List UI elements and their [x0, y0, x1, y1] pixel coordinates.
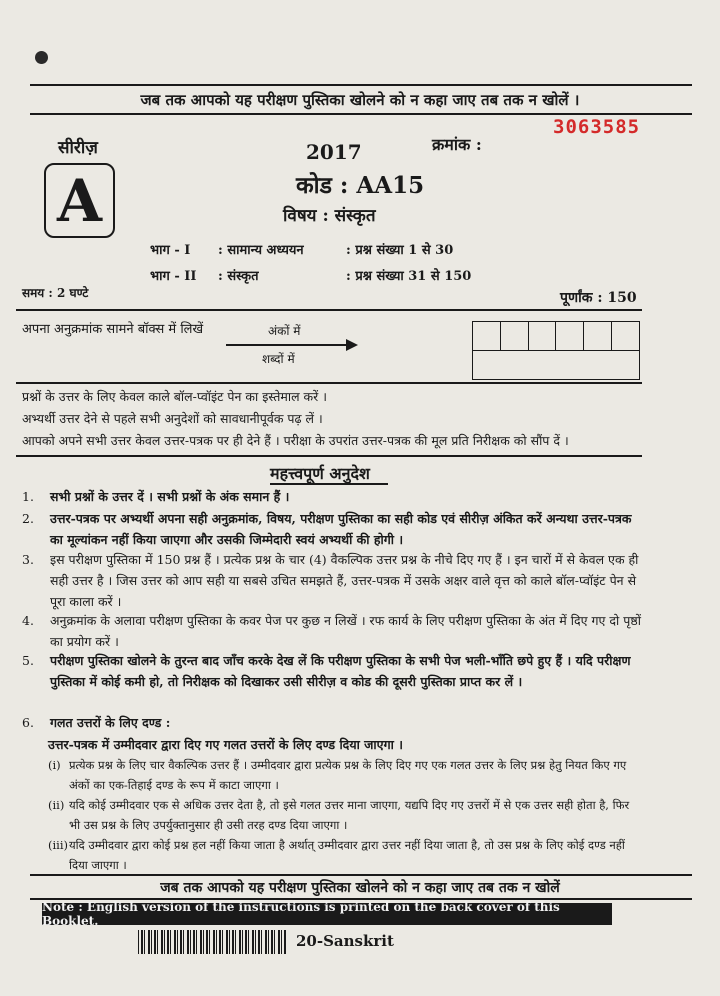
part-2-label: भाग - II — [150, 269, 197, 284]
instruction-number: 3. — [22, 552, 34, 567]
penalty-point-1 — [48, 755, 643, 795]
penalty-point-number: (iii) — [48, 838, 69, 852]
exam-time: समय : 2 घण्टे — [22, 286, 89, 300]
note-line-2: अभ्यर्थी उत्तर देने से पहले सभी अनुदेशों को सावधानीपूर्वक पढ़ लें । — [22, 411, 323, 426]
instruction-text: गलत उत्तरों के लिए दण्ड : — [50, 715, 171, 730]
barcode — [138, 930, 286, 954]
roll-digit-cell — [584, 322, 612, 350]
instruction-1 — [22, 486, 642, 507]
notes-bottom-rule — [16, 455, 642, 457]
title-underline — [270, 483, 388, 485]
roll-digit-cell — [556, 322, 584, 350]
bottom-banner: जब तक आपको यह परीक्षण पुस्तिका खोलने को न कहा जाए तब तक न खोलें — [160, 880, 560, 896]
instruction-text: अनुक्रमांक के अलावा परीक्षण पुस्तिका के कवर पेज पर कुछ न लिखें । रफ कार्य के लिए परीक्षण पुस्तिका के अंत में दिए गए दो पृष्ठों का प्रयोग करें । — [50, 613, 641, 649]
instruction-text: इस परीक्षण पुस्तिका में 150 प्रश्न हैं । प्रत्येक प्रश्न के चार (4) वैकल्पिक उत्तर प्रश्न के नीचे दिए गए हैं । इन चारों में से केवल एक ही सही उत्तर है । जिस उत्तर को आप सही या सबसे उचित समझते हैं, उत्तर-पत्रक में उसके अक्षर वाले वृत्त को काले बॉल-प्वॉइंट पेन से पूरा काला करें । — [50, 552, 639, 609]
full-marks: पूर्णांक : 150 — [560, 290, 637, 306]
booklet-code: कोड : AA15 — [296, 172, 425, 199]
instruction-2 — [22, 508, 642, 550]
instruction-3 — [22, 549, 642, 612]
roll-number-label: अपना अनुक्रमांक सामने बॉक्स में लिखें — [22, 322, 204, 337]
series-label: सीरीज़ — [58, 138, 98, 158]
penalty-heading-text: उत्तर-पत्रक में उम्मीदवार द्वारा दिए गए गलत उत्तरों के लिए दण्ड दिया जाएगा । — [48, 737, 403, 752]
exam-year: 2017 — [306, 140, 362, 164]
instruction-5 — [22, 650, 642, 692]
roll-figures-cells — [473, 322, 639, 351]
arrow-line — [226, 344, 348, 346]
penalty-point-3 — [48, 835, 643, 875]
note-line-3: आपको अपने सभी उत्तर केवल उत्तर-पत्रक पर ही देने हैं । परीक्षा के उपरांत उत्तर-पत्रक की मूल प्रति निरीक्षक को सौंप दें । — [22, 433, 569, 448]
bottom-rule — [30, 874, 692, 876]
kramank-label: क्रमांक : — [432, 135, 482, 154]
instruction-number: 6. — [22, 715, 34, 730]
roll-number-box — [472, 321, 640, 380]
part-1-range: : प्रश्न संख्या 1 से 30 — [346, 243, 454, 258]
punch-hole — [35, 51, 48, 64]
booklet-subject-code: 20-Sanskrit — [296, 932, 394, 950]
series-box — [44, 163, 115, 238]
roll-digit-cell — [529, 322, 557, 350]
penalty-point-text: यदि उम्मीदवार द्वारा कोई प्रश्न हल नहीं किया जाता है अर्थात् उम्मीदवार द्वारा उत्तर नहीं दिया जाता है, तो उस प्रश्न के लिए कोई दण्ड नहीं दिया जाएगा । — [69, 838, 625, 872]
in-figures-label: अंकों में — [268, 324, 301, 338]
roll-digit-cell — [612, 322, 639, 350]
roll-top-rule — [16, 309, 642, 311]
penalty-point-text: यदि कोई उम्मीदवार एक से अधिक उत्तर देता है, तो इसे गलत उत्तर माना जाएगा, यद्यपि दिए गए उत्तरों में से एक उत्तर सही होता है, फिर भी उस प्रश्न के लिए उपर्युक्तानुसार ही उसी तरह दण्ड दिया जाएगा । — [69, 798, 630, 832]
instruction-number: 4. — [22, 613, 34, 628]
instruction-number: 2. — [22, 511, 34, 526]
serial-number: 3063585 — [553, 116, 641, 138]
note-line-1: प्रश्नों के उत्तर के लिए केवल काले बॉल-प्वॉइंट पेन का इस्तेमाल करें । — [22, 389, 327, 404]
series-letter: A — [56, 166, 102, 235]
english-note-bar — [42, 900, 612, 928]
penalty-point-text: प्रत्येक प्रश्न के लिए चार वैकल्पिक उत्तर हैं । उम्मीदवार द्वारा प्रत्येक प्रश्न के लिए दिए गए एक गलत उत्तर के लिए प्रश्न हेतु नियत किए गए अंकों का एक-तिहाई दण्ड के रूप में काटा जाएगा । — [69, 758, 627, 792]
in-words-label: शब्दों में — [262, 352, 295, 366]
part-1-name: : सामान्य अध्ययन — [218, 243, 304, 258]
instruction-text: सभी प्रश्नों के उत्तर दें । सभी प्रश्नों के अंक समान हैं । — [50, 489, 290, 504]
top-banner: जब तक आपको यह परीक्षण पुस्तिका खोलने को न कहा जाए तब तक न खोलें । — [140, 91, 580, 109]
roll-digit-cell — [501, 322, 529, 350]
penalty-point-number: (ii) — [48, 798, 65, 812]
english-note-text: Note : English version of the instructions is printed on the back cover of this Booklet. — [42, 900, 560, 928]
instruction-6 — [22, 712, 642, 733]
part-2-range: : प्रश्न संख्या 31 से 150 — [346, 269, 472, 284]
roll-bottom-rule — [16, 382, 642, 384]
top-banner-rule — [30, 113, 692, 115]
part-1-label: भाग - I — [150, 243, 191, 258]
instruction-text: परीक्षण पुस्तिका खोलने के तुरन्त बाद जाँच करके देख लें कि परीक्षण पुस्तिका के सभी पेज भली-भाँति छपे हुए हैं । यदि परीक्षण पुस्तिका में कोई कमी हो, तो निरीक्षक को दिखाकर उसी सीरीज़ व कोड की दूसरी पुस्तिका प्राप्त कर लें । — [50, 653, 631, 689]
important-instructions-title: महत्त्वपूर्ण अनुदेश — [270, 464, 370, 483]
penalty-heading — [48, 734, 648, 755]
arrow-right-icon — [346, 339, 358, 351]
instruction-4 — [22, 610, 642, 652]
instruction-number: 1. — [22, 489, 34, 504]
penalty-point-2 — [48, 795, 643, 835]
top-rule — [30, 84, 692, 86]
part-2-name: : संस्कृत — [218, 269, 259, 284]
penalty-point-number: (i) — [48, 758, 61, 772]
subject-title: विषय : संस्कृत — [283, 206, 376, 226]
roll-digit-cell — [473, 322, 501, 350]
instruction-text: उत्तर-पत्रक पर अभ्यर्थी अपना सही अनुक्रमांक, विषय, परीक्षण पुस्तिका का सही कोड एवं सीरीज़ अंकित करें अन्यथा उत्तर-पत्रक का मूल्यांकन नहीं किया जाएगा और उसकी जिम्मेदारी स्वयं अभ्यर्थी की होगी । — [50, 511, 632, 547]
instruction-number: 5. — [22, 653, 34, 668]
